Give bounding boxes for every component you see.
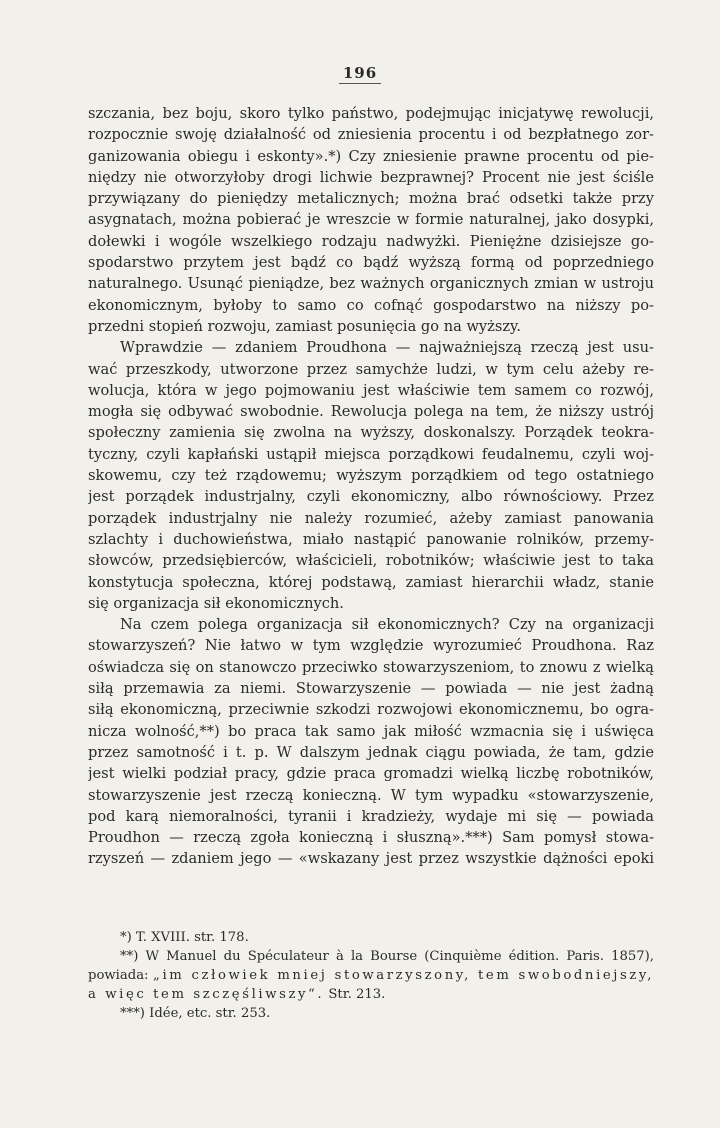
- text-line: porządek industrjalny nie należy rozumieć, ażeby zamiast panowania: [88, 509, 654, 527]
- footnote-3: ***) Idée, etc. str. 253.: [120, 1006, 271, 1021]
- text-line: przywiązany do pieniędzy metalicznych; można brać odsetki także przy: [88, 190, 654, 208]
- text-line: wolucja, która w jego pojmowaniu jest właściwie tem samem co rozwój,: [88, 381, 654, 399]
- text-line: społeczny zamienia się zwolna na wyższy, doskonalszy. Porządek teokra-: [88, 424, 654, 442]
- text-line: ganizowania obiegu i eskonty».*) Czy zniesienie prawne procentu od pie-: [88, 147, 654, 165]
- text-line: Wprawdzie — zdaniem Proudhona — najważniejszą rzeczą jest usu-: [120, 339, 654, 357]
- text-line: siłą przemawia za niemi. Stowarzyszenie — powiada — nie jest żadną: [88, 680, 654, 698]
- footnote-2-prefix: powiada:: [88, 968, 154, 983]
- footnote-2-quote: „im człowiek mniej stowarzyszony, tem swobodniejszy,: [153, 968, 654, 983]
- body-text: [88, 103, 654, 870]
- text-line: rozpocznie swoję działalność od zniesienia procentu i od bezpłatnego zor-: [88, 126, 654, 144]
- footnote-2-quote-end: a więc tem szczęśliwszy“.: [88, 987, 325, 1002]
- text-line: naturalnego. Usunąć pieniądze, bez ważnych organicznych zmian w ustroju: [88, 275, 654, 293]
- footnote-2-page: Str. 213.: [324, 987, 386, 1002]
- text-line: przez samotność i t. p. W dalszym jednak ciągu powiada, że tam, gdzie: [88, 743, 654, 761]
- footnote-2-end: [88, 985, 654, 1004]
- text-line: skowemu, czy też rządowemu; wyższym porządkiem od tego ostatniego: [88, 467, 654, 485]
- text-line: asygnatach, można pobierać je wreszcie w formie naturalnej, jako dosypki,: [88, 211, 654, 229]
- text-line: stowarzyszeń? Nie łatwo w tym względzie wyrozumieć Proudhona. Raz: [88, 637, 654, 655]
- text-line: konstytucja społeczna, której podstawą, zamiast hierarchii władz, stanie: [88, 573, 654, 591]
- footnote-1: *) T. XVIII. str. 178.: [120, 930, 249, 945]
- footnote-2-continuation: [88, 966, 654, 985]
- text-line: spodarstwo przytem jest bądź co bądź wyższą formą od poprzedniego: [88, 254, 654, 272]
- text-line: pod karą niemoralności, tyranii i kradzieży, wydaje mi się — powiada: [88, 807, 654, 825]
- text-line: jest porządek industrjalny, czyli ekonomiczny, albo równościowy. Przez: [88, 488, 654, 506]
- text-line: szczania, bez boju, skoro tylko państwo, podejmując inicjatywę rewolucji,: [88, 105, 654, 122]
- text-line: przedni stopień rozwoju, zamiast posunięcia go na wyższy.: [88, 317, 521, 335]
- text-line: szlachty i duchowieństwa, miało nastąpić panowanie rolników, przemy-: [88, 530, 654, 548]
- text-line: jest wielki podział pracy, gdzie praca gromadzi wielką liczbę robotników,: [88, 765, 654, 783]
- text-line: Na czem polega organizacja sił ekonomicznych? Czy na organizacji: [120, 616, 654, 634]
- text-line: tyczny, czyli kapłański ustąpił miejsca porządkowi feudalnemu, czyli woj-: [88, 445, 654, 463]
- text-line: Proudhon — rzeczą zgoła konieczną i słuszną».***) Sam pomysł stowa-: [88, 829, 654, 847]
- page-number: 196: [0, 64, 720, 82]
- text-line: nicza wolność,**) bo praca tak samo jak miłość wzmacnia się i uświęca: [88, 722, 654, 740]
- text-line: ekonomicznym, byłoby to samo co cofnąć gospodarstwo na niższy po-: [88, 296, 654, 314]
- footnotes: [88, 928, 654, 1023]
- text-line: niędzy nie otworzyłoby drogi lichwie bezprawnej? Procent nie jest ściśle: [88, 168, 654, 186]
- text-line: mogła się odbywać swobodnie. Rewolucja polega na tem, że niższy ustrój: [88, 403, 654, 421]
- text-line: rzyszeń — zdaniem jego — «wskazany jest przez wszystkie dążności epoki: [88, 850, 654, 868]
- text-line: stowarzyszenie jest rzeczą konieczną. W tym wypadku «stowarzyszenie,: [88, 786, 654, 804]
- footnote-2: **) W Manuel du Spéculateur à la Bourse (Cinquième édition. Paris. 1857),: [120, 949, 654, 964]
- text-line: się organizacja sił ekonomicznych.: [88, 594, 344, 612]
- text-line: wać przeszkody, utworzone przez samychże ludzi, w tym celu ażeby re-: [88, 360, 654, 378]
- text-line: dołewki i wogóle wszelkiego rodzaju nadwyżki. Pieniężne dzisiejsze go-: [88, 232, 654, 250]
- text-line: słowców, przedsiębierców, właścicieli, robotników; właściwie jest to taka: [88, 552, 654, 570]
- text-line: siłą ekonomiczną, przeciwnie szkodzi rozwojowi ekonomicznemu, bo ogra-: [88, 701, 654, 719]
- text-line: oświadcza się on stanowczo przeciwko stowarzyszeniom, to znowu z wielką: [88, 658, 654, 676]
